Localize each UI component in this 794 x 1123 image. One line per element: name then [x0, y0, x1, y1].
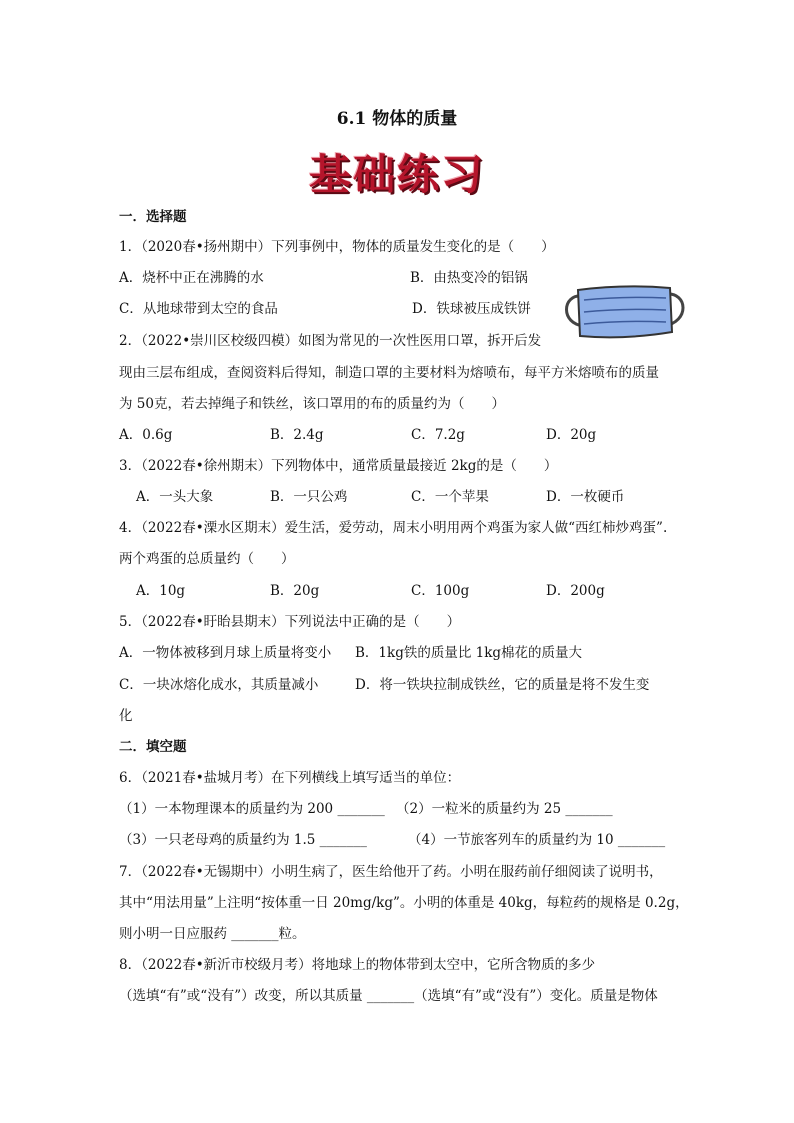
q4-option-d: D．200g	[546, 583, 605, 599]
q3-option-c: C．一个苹果	[411, 489, 489, 505]
q6-part-3: （3）一只老母鸡的质量约为 1.5 _______	[119, 832, 367, 848]
q2-stem-line3: 为 50克，若去掉绳子和铁丝，该口罩用的布的质量约为（ ）	[119, 396, 505, 412]
q5-stem: 5．（2022春•盱眙县期末）下列说法中正确的是（ ）	[119, 614, 461, 630]
q2-option-c: C．7.2g	[411, 427, 465, 443]
section-heading-fill: 二．填空题	[119, 739, 187, 755]
q3-option-b: B．一只公鸡	[270, 489, 348, 505]
q5-option-a: A．一物体被移到月球上质量将变小	[119, 645, 332, 661]
section-heading-choice: 一．选择题	[119, 209, 187, 225]
q1-option-c: C．从地球带到太空的食品	[119, 301, 278, 317]
page-title: 6.1 物体的质量	[336, 109, 458, 129]
q8-line2: （选填“有”或“没有”）改变，所以其质量 _______（选填“有”或“没有”）变化。质量是物体	[119, 988, 658, 1004]
q1-option-b: B．由热变冷的铝锅	[410, 270, 528, 286]
q1-option-d: D．铁球被压成铁饼	[412, 301, 531, 317]
q7-line2: 其中“用法用量”上注明“按体重一日 20mg/kg”。小明的体重是 40kg，每粒药的规格是 0.2g，	[119, 895, 689, 911]
q2-stem-line1: 2．（2022•崇川区校级四模）如图为常见的一次性医用口罩，拆开后发	[119, 333, 542, 349]
q3-option-d: D．一枚硬币	[546, 489, 625, 505]
q6-part-4: （4）一节旅客列车的质量约为 10 _______	[408, 832, 666, 848]
q4-stem-line2: 两个鸡蛋的总质量约（ ）	[119, 551, 295, 567]
q8-line1: 8．（2022春•新沂市校级月考）将地球上的物体带到太空中，它所含物质的多少	[119, 957, 596, 973]
q7-line1: 7．（2022春•无锡期中）小明生病了，医生给他开了药。小明在服药前仔细阅读了说明书，	[119, 864, 663, 880]
q1-stem: 1．（2020春•扬州期中）下列事例中，物体的质量发生变化的是（ ）	[119, 239, 555, 255]
q2-stem-line2: 现由三层布组成，查阅资料后得知，制造口罩的主要材料为熔喷布，每平方米熔喷布的质量	[119, 365, 659, 381]
q4-option-b: B．20g	[270, 583, 320, 599]
q4-option-c: C．100g	[411, 583, 470, 599]
q6-part-1: （1）一本物理课本的质量约为 200 _______	[119, 801, 385, 817]
q5-option-c: C．一块冰熔化成水，其质量减小	[119, 677, 319, 693]
q1-option-a: A．烧杯中正在沸腾的水	[119, 270, 264, 286]
q6-part-2: （2）一粒米的质量约为 25 _______	[396, 801, 613, 817]
q3-option-a: A．一头大象	[136, 489, 214, 505]
q5-option-d-continued: 化	[119, 708, 133, 724]
q4-option-a: A．10g	[136, 583, 186, 599]
q2-option-b: B．2.4g	[270, 427, 324, 443]
q5-option-d: D．将一铁块拉制成铁丝，它的质量是将不发生变	[355, 677, 650, 693]
face-mask-image	[560, 282, 688, 344]
q6-stem: 6．（2021春•盐城月考）在下列横线上填写适当的单位：	[119, 770, 461, 786]
q2-option-a: A．0.6g	[119, 427, 173, 443]
q5-option-b: B．1kg铁的质量比 1kg棉花的质量大	[355, 645, 583, 661]
q4-stem-line1: 4．（2022春•溧水区期末）爱生活，爱劳动，周末小明用两个鸡蛋为家人做“西红柿炒鸡蛋”.	[119, 520, 668, 536]
q3-stem: 3．（2022春•徐州期末）下列物体中，通常质量最接近 2kg的是（ ）	[119, 458, 558, 474]
banner-heading: 基础练习	[308, 150, 485, 199]
q7-line3: 则小明一日应服药 _______粒。	[119, 926, 306, 942]
q2-option-d: D．20g	[546, 427, 597, 443]
